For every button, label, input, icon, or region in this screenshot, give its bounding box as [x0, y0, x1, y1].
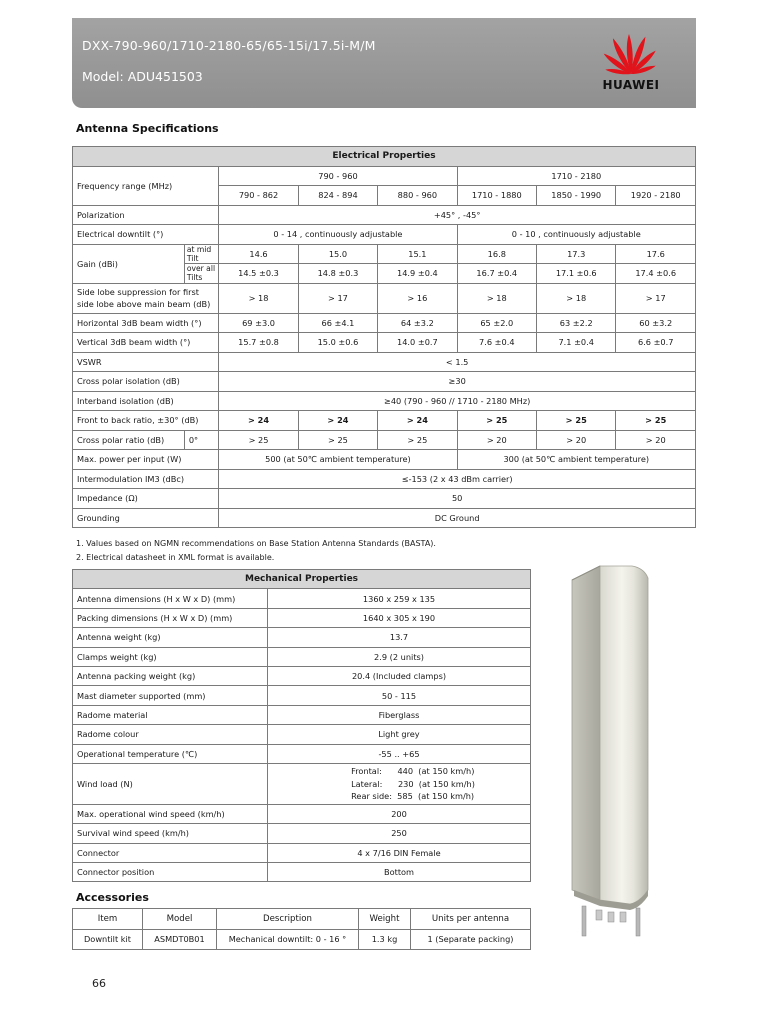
electrical-properties-table [72, 146, 696, 528]
hbeam-value: 64 ±3.2 [378, 313, 457, 333]
mech-label: Antenna dimensions (H x W x D) (mm) [73, 589, 268, 608]
mech-label: Operational temperature (℃) [73, 744, 268, 763]
hbeam-label: Horizontal 3dB beam width (°) [73, 313, 219, 333]
hbeam-value: 66 ±4.1 [298, 313, 377, 333]
downtilt-label: Electrical downtilt (°) [73, 225, 219, 245]
gain-all-value: 14.5 ±0.3 [219, 264, 298, 284]
accessories-table [72, 908, 531, 950]
xpr-value: > 25 [219, 430, 298, 450]
interband-value: ≥40 (790 - 960 // 1710 - 2180 MHz) [219, 391, 696, 411]
sidelobe-value: > 16 [378, 283, 457, 313]
power-label: Max. power per input (W) [73, 450, 219, 470]
acc-header: Units per antenna [411, 909, 531, 930]
gain-label: Gain (dBi) [73, 244, 185, 283]
gain-mid-value: 15.1 [378, 244, 457, 264]
gain-all-value: 14.9 ±0.4 [378, 264, 457, 284]
band-high: 1710 - 2180 [457, 166, 695, 186]
acc-cell: Mechanical downtilt: 0 - 16 ° [217, 929, 359, 950]
page-number: 66 [92, 977, 106, 990]
power-low: 500 (at 50℃ ambient temperature) [219, 450, 457, 470]
antenna-spec-title: Antenna Specifications [76, 122, 219, 135]
acc-cell: 1.3 kg [359, 929, 411, 950]
ftb-value: > 24 [378, 411, 457, 431]
band-low: 790 - 960 [219, 166, 457, 186]
huawei-petals-icon [594, 28, 668, 78]
ftb-value: > 25 [457, 411, 536, 431]
vbeam-value: 15.7 ±0.8 [219, 333, 298, 353]
sub-band: 1710 - 1880 [457, 186, 536, 206]
wind-line: Rear side: 585 (at 150 km/h) [351, 791, 475, 802]
footnote: 2. Electrical datasheet in XML format is available. [76, 553, 275, 562]
vbeam-value: 7.1 ±0.4 [537, 333, 616, 353]
mech-value: 2.9 (2 units) [268, 647, 531, 666]
mech-label: Radome colour [73, 725, 268, 744]
sub-band: 880 - 960 [378, 186, 457, 206]
xpol-isolation-label: Cross polar isolation (dB) [73, 372, 219, 392]
polarization-label: Polarization [73, 205, 219, 225]
xpr-label: Cross polar ratio (dB) [73, 430, 185, 450]
vbeam-label: Vertical 3dB beam width (°) [73, 333, 219, 353]
wind-line: Frontal: 440 (at 150 km/h) [351, 766, 475, 777]
gain-mid-value: 16.8 [457, 244, 536, 264]
mech-value: 200 [268, 804, 531, 823]
mech-label: Antenna weight (kg) [73, 628, 268, 647]
interband-label: Interband isolation (dB) [73, 391, 219, 411]
xpr-value: > 25 [378, 430, 457, 450]
ftb-value: > 25 [616, 411, 696, 431]
mech-value: 13.7 [268, 628, 531, 647]
xpr-value: > 20 [457, 430, 536, 450]
ftb-value: > 24 [219, 411, 298, 431]
power-high: 300 (at 50℃ ambient temperature) [457, 450, 695, 470]
huawei-logo [594, 28, 668, 94]
mech-label: Antenna packing weight (kg) [73, 666, 268, 685]
mech-value: 20.4 (Included clamps) [268, 666, 531, 685]
mech-label: Connector position [73, 863, 268, 882]
mech-label: Radome material [73, 705, 268, 724]
hbeam-value: 65 ±2.0 [457, 313, 536, 333]
mech-label: Clamps weight (kg) [73, 647, 268, 666]
acc-header: Description [217, 909, 359, 930]
gain-mid-value: 14.6 [219, 244, 298, 264]
grounding-value: DC Ground [219, 508, 696, 528]
gain-all-value: 16.7 ±0.4 [457, 264, 536, 284]
xpr-value: > 25 [298, 430, 377, 450]
model-number: Model: ADU451503 [82, 69, 203, 84]
gain-all-value: 17.4 ±0.6 [616, 264, 696, 284]
mech-value: 1640 x 305 x 190 [268, 608, 531, 627]
mech-label: Connector [73, 843, 268, 862]
mechanical-properties-table [72, 569, 531, 882]
mech-label: Max. operational wind speed (km/h) [73, 804, 268, 823]
sidelobe-value: > 18 [457, 283, 536, 313]
sub-band: 1920 - 2180 [616, 186, 696, 206]
acc-cell: 1 (Separate packing) [411, 929, 531, 950]
ftb-value: > 25 [537, 411, 616, 431]
sub-band: 824 - 894 [298, 186, 377, 206]
vbeam-value: 6.6 ±0.7 [616, 333, 696, 353]
vbeam-value: 14.0 ±0.7 [378, 333, 457, 353]
sidelobe-value: > 17 [298, 283, 377, 313]
ftb-value: > 24 [298, 411, 377, 431]
sidelobe-label: Side lobe suppression for first side lobe above main beam (dB) [73, 283, 219, 313]
wind-load-label: Wind load (N) [73, 763, 268, 804]
brand-wordmark: HUAWEI [602, 78, 660, 92]
xpr-value: > 20 [616, 430, 696, 450]
acc-header: Item [73, 909, 143, 930]
gain-all-value: 17.1 ±0.6 [537, 264, 616, 284]
acc-cell: ASMDT0B01 [143, 929, 217, 950]
xpol-isolation-value: ≥30 [219, 372, 696, 392]
sub-band: 1850 - 1990 [537, 186, 616, 206]
wind-load-value [268, 763, 531, 804]
acc-cell: Downtilt kit [73, 929, 143, 950]
hbeam-value: 60 ±3.2 [616, 313, 696, 333]
mech-value: 1360 x 259 x 135 [268, 589, 531, 608]
accessories-title: Accessories [76, 891, 149, 904]
mech-value: -55 .. +65 [268, 744, 531, 763]
vswr-label: VSWR [73, 352, 219, 372]
product-title: DXX-790-960/1710-2180-65/65-15i/17.5i-M/M [82, 38, 376, 53]
mech-label: Mast diameter supported (mm) [73, 686, 268, 705]
sidelobe-value: > 18 [219, 283, 298, 313]
antenna-product-image [560, 560, 680, 940]
xpr-value: > 20 [537, 430, 616, 450]
impedance-value: 50 [219, 489, 696, 509]
sub-band: 790 - 862 [219, 186, 298, 206]
gain-all-value: 14.8 ±0.3 [298, 264, 377, 284]
mech-value: 50 - 115 [268, 686, 531, 705]
acc-header: Model [143, 909, 217, 930]
acc-header: Weight [359, 909, 411, 930]
mech-value: Fiberglass [268, 705, 531, 724]
mech-value: Light grey [268, 725, 531, 744]
im3-value: ≤-153 (2 x 43 dBm carrier) [219, 469, 696, 489]
mech-value: 4 x 7/16 DIN Female [268, 843, 531, 862]
gain-mid-value: 17.3 [537, 244, 616, 264]
mech-label: Survival wind speed (km/h) [73, 824, 268, 843]
downtilt-low: 0 - 14 , continuously adjustable [219, 225, 457, 245]
mech-value: 250 [268, 824, 531, 843]
grounding-label: Grounding [73, 508, 219, 528]
vswr-value: < 1.5 [219, 352, 696, 372]
mech-value: Bottom [268, 863, 531, 882]
footnote: 1. Values based on NGMN recommendations on Base Station Antenna Standards (BASTA). [76, 539, 436, 548]
footnotes [76, 537, 436, 565]
im3-label: Intermodulation IM3 (dBc) [73, 469, 219, 489]
polarization-value: +45° , -45° [219, 205, 696, 225]
gain-mid-value: 17.6 [616, 244, 696, 264]
ftb-label: Front to back ratio, ±30° (dB) [73, 411, 219, 431]
gain-mid-label: at mid Tilt [184, 244, 218, 264]
hbeam-value: 63 ±2.2 [537, 313, 616, 333]
sidelobe-value: > 17 [616, 283, 696, 313]
vbeam-value: 15.0 ±0.6 [298, 333, 377, 353]
freq-label: Frequency range (MHz) [73, 166, 219, 205]
hbeam-value: 69 ±3.0 [219, 313, 298, 333]
vbeam-value: 7.6 ±0.4 [457, 333, 536, 353]
electrical-heading: Electrical Properties [73, 147, 696, 167]
gain-mid-value: 15.0 [298, 244, 377, 264]
sidelobe-value: > 18 [537, 283, 616, 313]
impedance-label: Impedance (Ω) [73, 489, 219, 509]
xpr-angle: 0° [184, 430, 218, 450]
mech-label: Packing dimensions (H x W x D) (mm) [73, 608, 268, 627]
gain-all-label: over all Tilts [184, 264, 218, 284]
downtilt-high: 0 - 10 , continuously adjustable [457, 225, 695, 245]
mechanical-heading: Mechanical Properties [73, 570, 531, 589]
wind-line: Lateral: 230 (at 150 km/h) [351, 778, 475, 789]
